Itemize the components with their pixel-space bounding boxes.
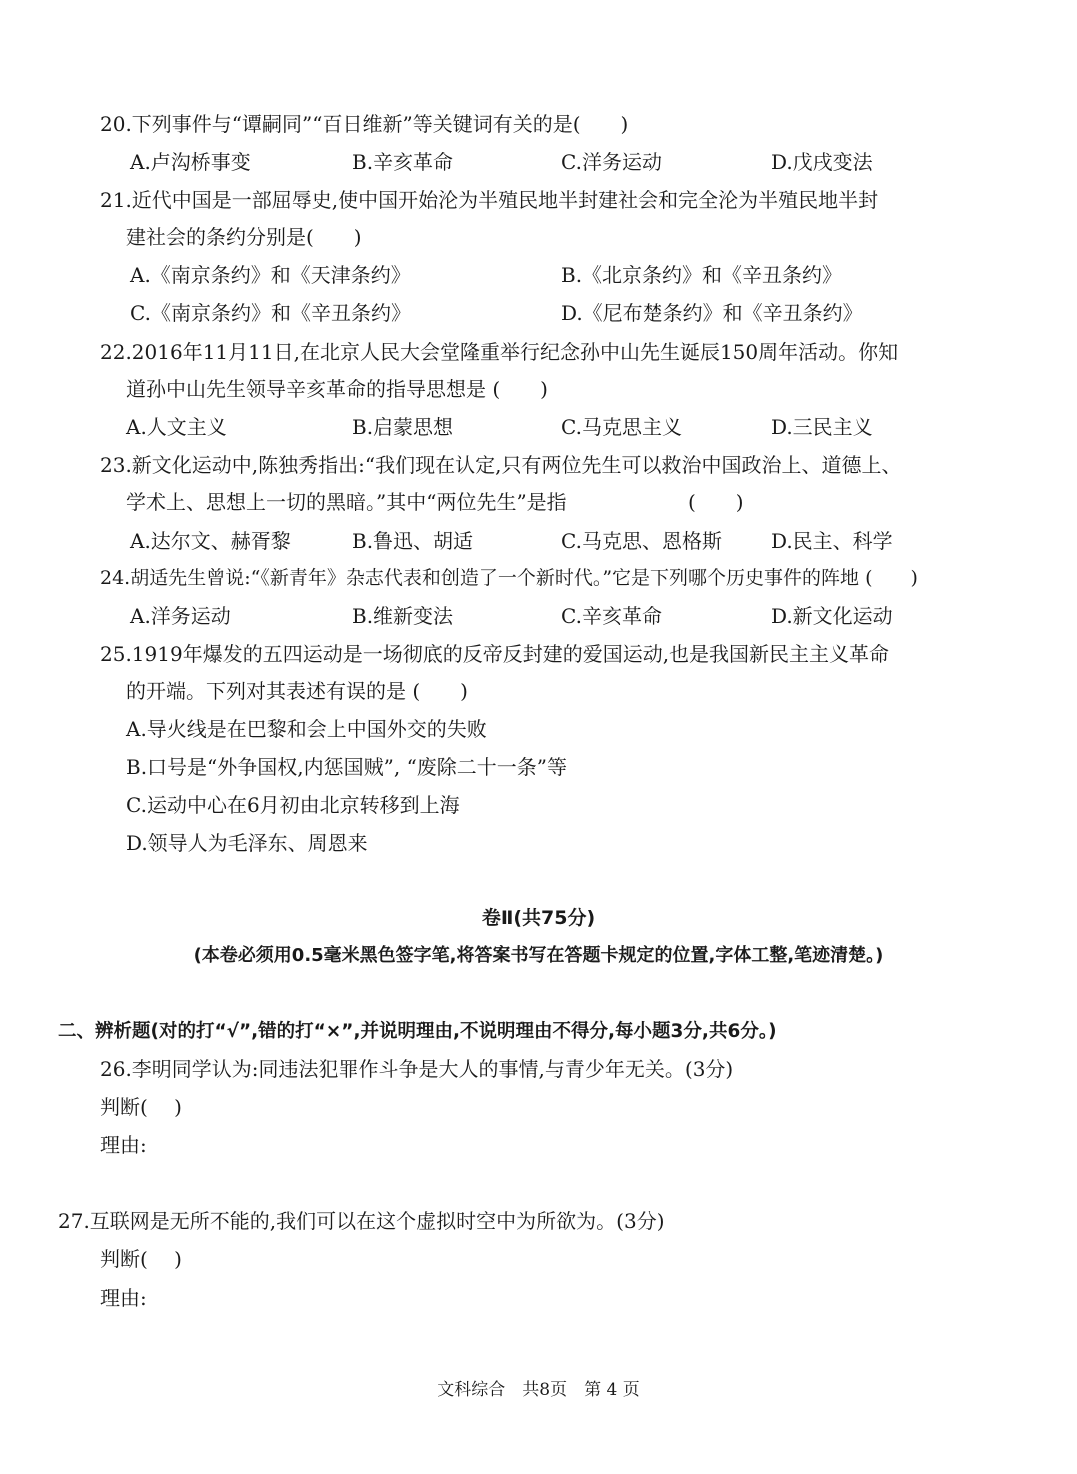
question-24-option-a: A.洋务运动 <box>130 604 231 628</box>
question-21-option-b: B.《北京条约》和《辛丑条约》 <box>561 263 843 287</box>
question-20-stem: 20.下列事件与“谭嗣同”“百日维新”等关键词有关的是( ) <box>100 112 629 136</box>
question-23-option-b: B.鲁迅、胡适 <box>352 529 474 553</box>
page-footer: 文科综合 共8页 第 4 页 <box>437 1380 640 1400</box>
question-25-option-b: B.口号是“外争国权,内惩国贼”, “废除二十一条”等 <box>126 755 568 779</box>
question-26-judge: 判断( ) <box>100 1095 182 1119</box>
question-25-option-a: A.导火线是在巴黎和会上中国外交的失败 <box>126 717 487 741</box>
question-26-stem: 26.李明同学认为:同违法犯罪作斗争是大人的事情,与青少年无关。(3分) <box>100 1057 734 1081</box>
question-27-stem: 27.互联网是无所不能的,我们可以在这个虚拟时空中为所欲为。(3分) <box>58 1209 665 1233</box>
section-2-note: (本卷必须用0.5毫米黑色签字笔,将答案书写在答题卡规定的位置,字体工整,笔迹清楚。) <box>193 945 884 966</box>
question-20-option-c: C.洋务运动 <box>561 150 662 174</box>
question-27-judge: 判断( ) <box>100 1247 182 1271</box>
question-25-option-d: D.领导人为毛泽东、周恩来 <box>126 831 368 855</box>
question-23-option-d: D.民主、科学 <box>771 529 893 553</box>
question-21-option-d: D.《尼布楚条约》和《辛丑条约》 <box>561 301 863 325</box>
question-25-stem-line1: 25.1919年爆发的五四运动是一场彻底的反帝反封建的爱国运动,也是我国新民主主义革命 <box>100 642 890 666</box>
part-2-heading: 二、辨析题(对的打“√”,错的打“×”,并说明理由,不说明理由不得分,每小题3分,共6分。) <box>58 1021 777 1042</box>
question-21-option-a: A.《南京条约》和《天津条约》 <box>130 263 411 287</box>
question-23-answer-paren: ( ) <box>688 490 744 514</box>
question-20-option-d: D.戊戌变法 <box>771 150 873 174</box>
question-25-stem-line2: 的开端。下列对其表述有误的是 ( ) <box>126 679 468 703</box>
question-22-option-d: D.三民主义 <box>771 415 873 439</box>
question-22-option-b: B.启蒙思想 <box>352 415 454 439</box>
question-21-stem-line1: 21.近代中国是一部屈辱史,使中国开始沦为半殖民地半封建社会和完全沦为半殖民地半封 <box>100 188 879 212</box>
question-24-stem: 24.胡适先生曾说:“《新青年》杂志代表和创造了一个新时代。”它是下列哪个历史事件的阵地 ( ) <box>100 567 918 589</box>
question-23-option-a: A.达尔文、赫胥黎 <box>130 529 291 553</box>
question-22-option-c: C.马克思主义 <box>561 415 682 439</box>
question-23-stem-line2: 学术上、思想上一切的黑暗。”其中“两位先生”是指 <box>126 490 567 514</box>
question-22-option-a: A.人文主义 <box>126 415 227 439</box>
question-24-option-d: D.新文化运动 <box>771 604 893 628</box>
question-24-option-b: B.维新变法 <box>352 604 454 628</box>
question-23-option-c: C.马克思、恩格斯 <box>561 529 722 553</box>
question-21-option-c: C.《南京条约》和《辛丑条约》 <box>130 301 411 325</box>
question-20-option-a: A.卢沟桥事变 <box>130 150 251 174</box>
question-22-stem-line2: 道孙中山先生领导辛亥革命的指导思想是 ( ) <box>126 377 548 401</box>
question-22-stem-line1: 22.2016年11月11日,在北京人民大会堂隆重举行纪念孙中山先生诞辰150周年活动。你知 <box>100 340 899 364</box>
question-21-stem-line2: 建社会的条约分别是( ) <box>126 225 362 249</box>
question-26-reason: 理由: <box>100 1133 147 1157</box>
question-23-stem-line1: 23.新文化运动中,陈独秀指出:“我们现在认定,只有两位先生可以救治中国政治上、道德上、 <box>100 453 902 477</box>
question-27-reason: 理由: <box>100 1286 147 1310</box>
question-24-option-c: C.辛亥革命 <box>561 604 662 628</box>
question-20-option-b: B.辛亥革命 <box>352 150 454 174</box>
section-2-title: 卷Ⅱ(共75分) <box>481 907 596 929</box>
question-25-option-c: C.运动中心在6月初由北京转移到上海 <box>126 793 460 817</box>
